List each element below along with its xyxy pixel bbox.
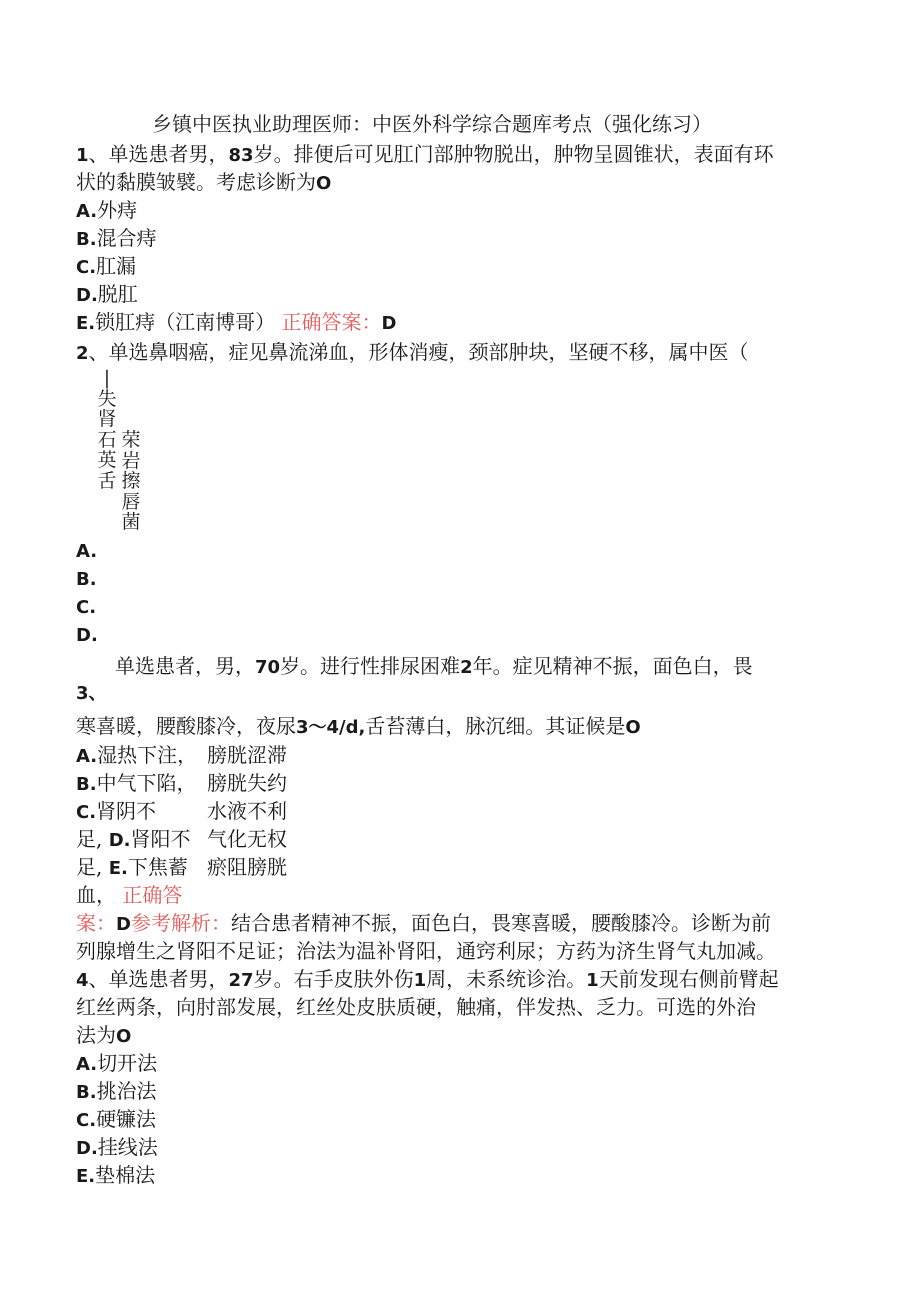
q1-option-d: D.脱肛: [76, 282, 138, 306]
q4-option-e: E.垫棉法: [76, 1163, 156, 1187]
q1-option-c: C.肛漏: [76, 254, 137, 278]
q2-option-b: B.: [76, 569, 97, 590]
q2-number: 2: [76, 343, 89, 364]
q4-stem-line3: 法为O: [76, 1023, 132, 1047]
q3-answer: D: [116, 914, 131, 935]
q3-stem-line2: 寒喜暖，腰酸膝冷，夜尿3～4/d,舌苔薄白，脉沉细。其证候是O: [76, 714, 641, 738]
q1-answer-label: 正确答案：: [281, 310, 382, 334]
q3-option-a: A.湿热下注，: [76, 743, 198, 767]
q2-option-a: A.: [76, 541, 98, 562]
q4-option-c: C.硬镰法: [76, 1107, 157, 1131]
q1-answer: D: [381, 313, 397, 334]
q4-stem-line2: 红丝两条，向肘部发展，红丝处皮肤质硬，触痛，伴发热、乏力。可选的外治: [76, 995, 756, 1019]
q3-option-e: 足, E.下焦蓄: [76, 855, 188, 879]
q3-analysis-label: 参考解析：: [130, 911, 231, 935]
q3-option-d-cont: 气化无权: [207, 827, 287, 851]
q3-option-e-end: 血， 正确答: [76, 883, 183, 907]
q1-stem-line2: 状的黏膜皱襞。考虑诊断为O: [76, 170, 332, 194]
q2-vertical-text-left: |失肾石英舌: [97, 367, 117, 492]
q1-option-a: A.外痔: [76, 198, 138, 222]
q3-option-c-cont: 水液不利: [207, 799, 287, 823]
q3-option-b: B.中气下陷，: [76, 771, 197, 795]
q3-option-b-cont: 膀胱失约: [207, 771, 287, 795]
q3-option-e-cont: 瘀阻膀胱: [207, 855, 287, 879]
q3-analysis-line2: 列腺增生之肾阳不足证；治法为温补肾阳，通窍利尿；方药为济生肾气丸加减。: [76, 939, 776, 963]
q1-option-b: B.混合痔: [76, 226, 157, 250]
q3-option-c: C.肾阴不: [76, 799, 157, 823]
q1-stem-line1: 1、单选患者男，83岁。排便后可见肛门部肿物脱出，肿物呈圆锥状，表面有环: [76, 142, 774, 166]
q4-number: 4: [76, 970, 89, 991]
q2-option-c: C.: [76, 597, 97, 618]
q4-option-b: B.挑治法: [76, 1079, 157, 1103]
q1-number: 1: [76, 145, 89, 166]
q4-option-d: D.挂线法: [76, 1135, 158, 1159]
q2-option-d: D.: [76, 625, 98, 646]
q3-number: 3、: [76, 683, 107, 704]
page-title: 乡镇中医执业助理医师：中医外科学综合题库考点（强化练习）: [152, 112, 712, 136]
q4-option-a: A.切开法: [76, 1051, 158, 1075]
q2-stem-line1: 2、单选鼻咽癌，症见鼻流涕血，形体消瘦，颈部肿块，坚硬不移，属中医（: [76, 340, 749, 364]
q3-option-d: 足, D.肾阳不: [76, 827, 191, 851]
q2-vertical-text-right: 荣岩擦唇菌: [121, 429, 141, 533]
q3-analysis-line1: 案：D参考解析：结合患者精神不振，面色白，畏寒喜暖，腰酸膝冷。诊断为前: [76, 911, 771, 935]
q3-answer-label: 正确答: [122, 883, 183, 907]
q1-option-e: E.锁肛痔（江南博哥） 正确答案：D: [76, 310, 397, 334]
q4-stem-line1: 4、单选患者男，27岁。右手皮肤外伤1周，未系统诊治。1天前发现右侧前臂起: [76, 967, 779, 991]
q3-stem-line1: 单选患者，男，70岁。进行性排尿困难2年。症见精神不振，面色白，畏: [115, 654, 753, 678]
q3-option-a-cont: 膀胱涩滞: [207, 743, 287, 767]
